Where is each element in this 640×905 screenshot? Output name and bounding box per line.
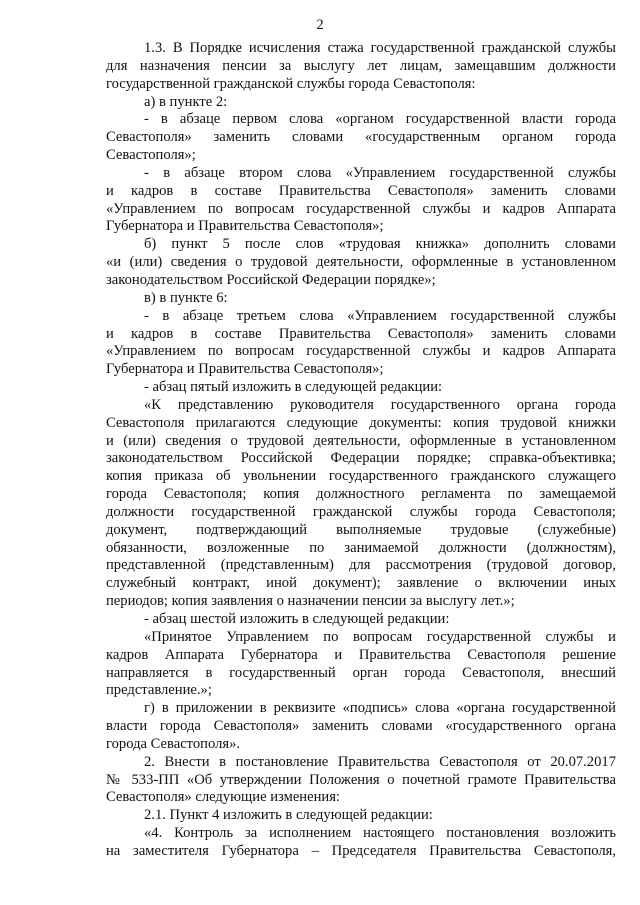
- text-line: «4. Контроль за исполнением настоящего постановления возложить: [144, 825, 616, 842]
- text-line: обязанности, возложенные по занимаемой должности (должностям),: [106, 539, 616, 556]
- text-line: для назначения пенсии за выслугу лет лицам, замещавшим должности: [106, 57, 616, 74]
- text-line: «Управлением по вопросам государственной службы и кадров Аппарата: [106, 343, 616, 360]
- text-line: представленной (представленным) для рассмотрения (трудовой договор,: [106, 557, 616, 574]
- text-line: «Принятое Управлением по вопросам государственной службы и: [144, 628, 616, 645]
- text-line: законодательством Российской Федерации порядке»;: [106, 271, 436, 288]
- text-line: кадров Аппарата Губернатора и Правительства Севастополя решение: [106, 646, 616, 663]
- text-line: государственной гражданской службы города Севастополя:: [106, 75, 476, 92]
- text-line: служебный контракт, иной документ); заявление о включении иных: [106, 575, 616, 592]
- text-line: и кадров в составе Правительства Севастополя» заменить словами: [106, 325, 616, 342]
- text-line: г) в приложении в реквизите «подпись» слова «органа государственной: [144, 700, 616, 717]
- text-line: «К представлению руководителя государственного органа города: [144, 396, 616, 413]
- text-line: 1.3. В Порядке исчисления стажа государственной гражданской службы: [144, 40, 616, 56]
- text-line: города Севастополя».: [106, 735, 241, 752]
- text-line: законодательством Российской Федерации порядке; справка-объективка;: [106, 450, 616, 467]
- page-number: 2: [316, 17, 324, 33]
- text-line: - в абзаце втором слова «Управлением государственной службы: [144, 164, 616, 181]
- text-line: и (или) сведения о трудовой деятельности, оформленные в установленном: [106, 432, 616, 449]
- text-line: Севастополя»;: [106, 147, 196, 164]
- text-line: № 533-ПП «Об утверждении Положения о почетной грамоте Правительства: [106, 771, 616, 788]
- text-line: должности государственной гражданской службы города Севастополя;: [106, 503, 616, 520]
- text-line: города Севастополя; копия должностного регламента по замещаемой: [106, 486, 616, 503]
- text-line: направляется в государственный орган города Севастополя, внесший: [106, 664, 616, 681]
- text-line: 2. Внести в постановление Правительства Севастополя от 20.07.2017: [144, 753, 616, 770]
- text-line: на заместителя Губернатора – Председателя Правительства Севастополя,: [106, 842, 616, 859]
- text-line: Губернатора и Правительства Севастополя»;: [106, 218, 384, 235]
- text-line: документ, подтверждающий выполняемые трудовые (служебные): [106, 521, 616, 538]
- text-line: б) пункт 5 после слов «трудовая книжка» дополнить словами: [144, 236, 616, 253]
- text-line: Губернатора и Правительства Севастополя»;: [106, 361, 384, 378]
- text-line: - абзац шестой изложить в следующей редакции:: [144, 611, 450, 627]
- text-line: «Управлением по вопросам государственной службы и кадров Аппарата: [106, 200, 616, 217]
- text-line: представление.»;: [106, 682, 212, 699]
- text-line: и кадров в составе Правительства Севастополя» заменить словами: [106, 182, 616, 199]
- text-line: власти города Севастополя» заменить словами «государственного органа: [106, 718, 616, 735]
- text-line: Севастополя прилагаются следующие документы: копия трудовой книжки: [106, 414, 616, 431]
- text-line: - в абзаце первом слова «органом государственной власти города: [144, 111, 616, 128]
- text-line: - абзац пятый изложить в следующей редакции:: [144, 379, 443, 396]
- text-line: а) в пункте 2:: [144, 93, 228, 110]
- text-line: «и (или) сведения о трудовой деятельности, оформленные в установленном: [106, 254, 616, 271]
- text-line: в) в пункте 6:: [144, 289, 228, 306]
- text-line: - в абзаце третьем слова «Управлением государственной службы: [144, 307, 616, 324]
- text-line: Севастополя» заменить словами «государственным органом города: [106, 129, 616, 146]
- text-line: 2.1. Пункт 4 изложить в следующей редакции:: [144, 807, 433, 824]
- document-body: [106, 40, 616, 861]
- text-line: копия приказа об увольнении государственного гражданского служащего: [106, 468, 616, 485]
- text-line: Севастополя» следующие изменения:: [106, 789, 340, 806]
- text-line: периодов; копия заявления о назначении пенсии за выслугу лет.»;: [106, 593, 515, 610]
